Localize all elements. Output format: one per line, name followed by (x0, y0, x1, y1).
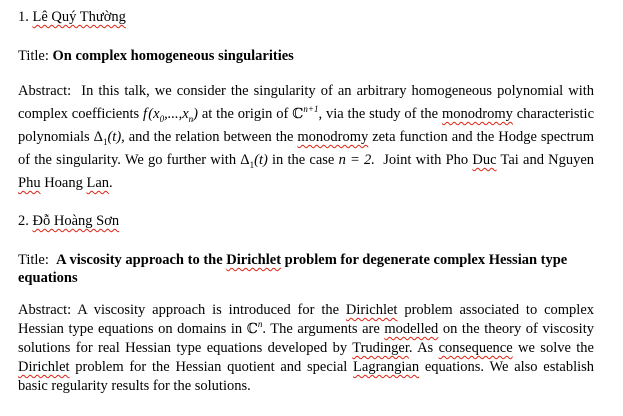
complex-space: ℂ (292, 106, 304, 122)
talk-2-title: Title: A viscosity approach to the Dirichlet problem for degenerate complex Hessian type equations (18, 252, 568, 286)
talk-2-number: 2. (18, 213, 29, 229)
talk-1-title-label: Title: (18, 48, 49, 64)
complex-space: ℂ (246, 321, 258, 337)
talk-2-abstract-label: Abstract: (18, 302, 72, 318)
talk-1-heading (18, 6, 126, 29)
talk-2-title-label: Title: (18, 252, 49, 268)
delta-expression: $\Delta_1(t)$ (93, 129, 122, 147)
f-expression: f $(x_0,...,x_n)$ (143, 106, 198, 124)
talk-1-speaker: Lê Quý Thường (32, 9, 126, 25)
n-equation: n = 2. (338, 152, 375, 168)
talk-1-title-text: On complex homogeneous singularities (52, 48, 294, 64)
talk-1-number: 1. (18, 9, 29, 25)
talk-1-abstract: Abstract: In this talk, we consider the singularity of an arbitrary homogeneous polynomial with complex coefficients f $(x_0,...,x_n)$ at the origin of ℂ$^{n+1}$, via the study of the monodromy characteristic polynomials $\Delta_1(t)$, and the relation between the monodromy zeta function and the Hodge spectrum of the singularity. We go further with $\Delta_1(t)$ in the case n = 2. Joint with Pho Duc Tai and Nguyen Phu Hoang Lan. (18, 83, 595, 191)
talk-2-heading (18, 210, 119, 233)
talk-2-abstract: Abstract: A viscosity approach is introduced for the Dirichlet problem associated to complex Hessian type equations on domains in ℂ$^n$. The arguments are modelled on the theory of viscosity solutions for real Hessian type equations developed by Trudinger. As consequence we solve the Dirichlet problem for the Hessian quotient and special Lagrangian equations. We also establish basic regularity results for the solutions. (18, 302, 595, 394)
talk-1-title (18, 47, 594, 65)
talk-2-speaker: Đỗ Hoàng Sơn (32, 213, 120, 229)
delta-expression: $\Delta_1(t)$ (240, 152, 268, 170)
talk-1-abstract-label: Abstract: (18, 83, 72, 99)
